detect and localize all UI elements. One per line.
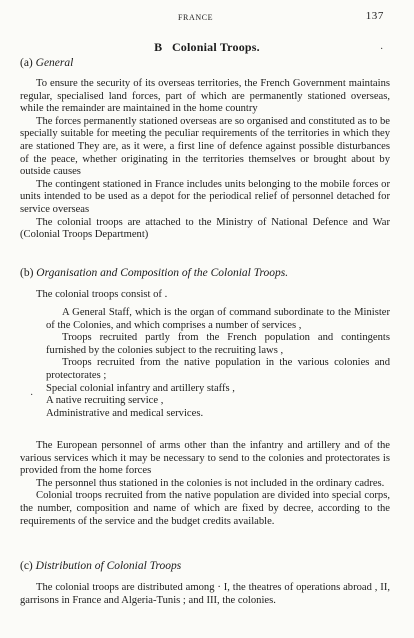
- subsection-a-heading: [20, 57, 73, 69]
- list-item: Administrative and medical services.: [46, 407, 204, 419]
- paragraph: The colonial troops are distributed among · I, the theatres of operations abroad , II, garrisons in France and Algeria-Tunis ; and III, the colonies.: [20, 582, 390, 606]
- subsection-c-label: (c): [20, 560, 33, 572]
- section-title: B Colonial Troops.: [154, 40, 260, 54]
- subsection-b-intro: The colonial troops consist of .: [36, 289, 168, 300]
- subsection-a-title: General: [35, 57, 74, 69]
- subsection-b-label: (b): [20, 267, 34, 279]
- stray-mark: ·: [380, 44, 384, 55]
- subsection-b-body: [20, 440, 390, 528]
- subsection-b-heading: [20, 267, 288, 279]
- page-number: 137: [365, 10, 384, 22]
- paragraph: The colonial troops are attached to the Ministry of National Defence and War (Colonial Troops Department): [20, 216, 390, 241]
- paragraph: To ensure the security of its overseas territories, the French Government maintains regular, specialised land forces, part of which are permanently stationed overseas, while the remainder are maintained in the home country: [20, 78, 390, 115]
- paragraph: The contingent stationed in France includes units belonging to the mobile forces or units intended to be used as a depot for the periodical relief of personnel detached for service overseas: [20, 178, 390, 215]
- list-item: Special colonial infantry and artillery staffs ,: [46, 382, 235, 394]
- paragraph: The forces permanently stationed overseas are so organised and constituted as to be specially suitable for meeting the peculiar requirements of the territories in which they are stationed They are, as it were, a first line of defence against possible disturbances of the peace, whether originating in the territories themselves or brought about by outside causes: [20, 115, 390, 178]
- subsection-a-label: (a): [20, 57, 33, 69]
- paragraph: The European personnel of arms other than the infantry and artillery and of the various services which it may be necessary to send to the colonies and protectorates is provided from the home forces: [20, 440, 390, 477]
- paragraph: The personnel thus stationed in the colonies is not included in the ordinary cadres.: [36, 477, 385, 489]
- subsection-b-title: Organisation and Composition of the Colonial Troops.: [36, 267, 289, 279]
- running-title: FRANCE: [178, 13, 214, 22]
- list-item: A General Staff, which is the organ of command subordinate to the Minister of the Colonies, and which comprises a number of services ,: [46, 307, 390, 331]
- list-item: A native recruiting service ,: [46, 395, 164, 407]
- subsection-c-body: [20, 582, 390, 607]
- subsection-b-list: [46, 307, 390, 420]
- list-item: Troops recruited from the native population in the various colonies and protectorates ;: [46, 357, 390, 381]
- paragraph: Colonial troops recruited from the native population are divided into special corps, the number, composition and name of which are fixed by decree, according to the requirements of the service and the budget credits available.: [20, 490, 390, 527]
- subsection-a-body: [20, 78, 390, 242]
- subsection-c-title: Distribution of Colonial Troops: [35, 560, 182, 572]
- stray-mark: ·: [30, 390, 34, 401]
- subsection-c-heading: [20, 560, 181, 572]
- list-item: Troops recruited partly from the French population and contingents furnished by the colonies subject to the recruiting laws ,: [46, 332, 390, 356]
